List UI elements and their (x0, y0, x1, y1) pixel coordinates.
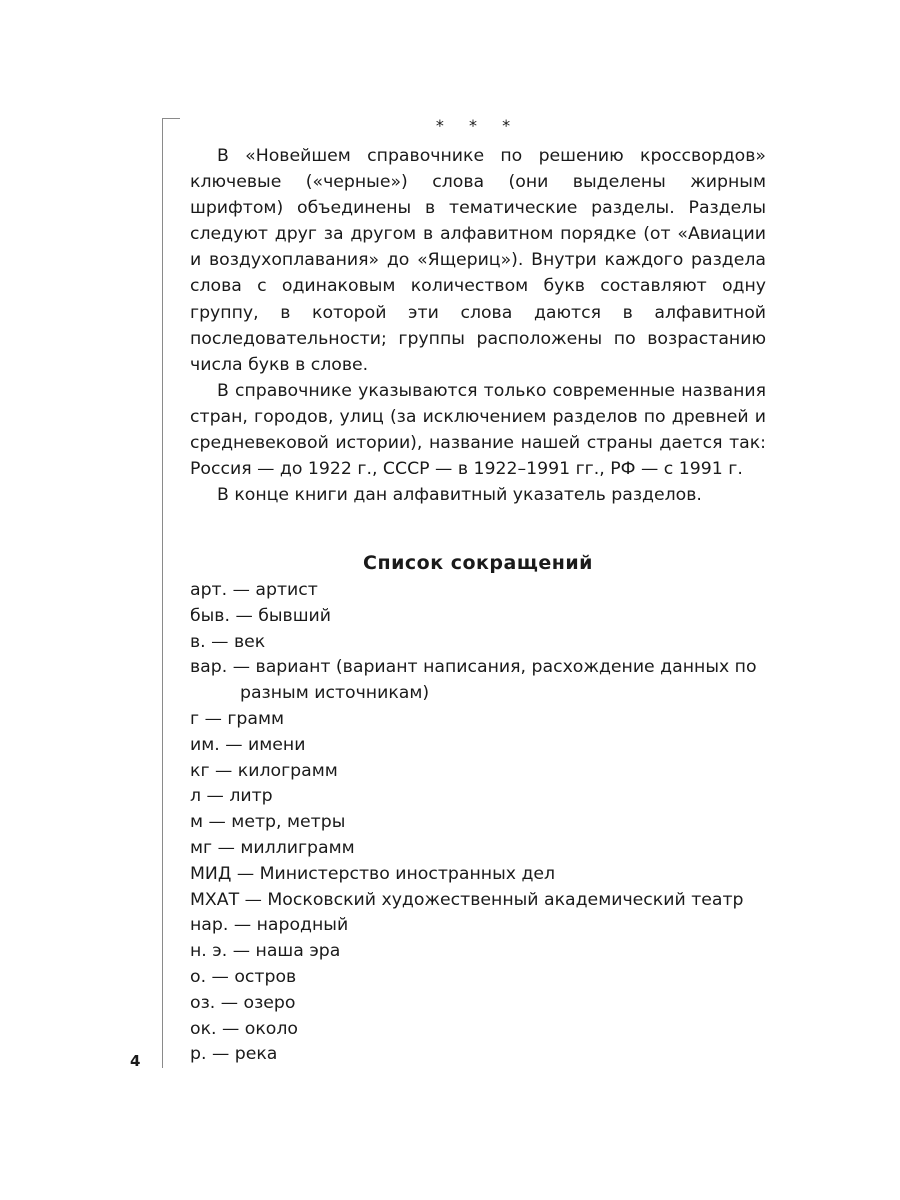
abbreviation-item: о. — остров (190, 966, 297, 987)
intro-paragraph: В «Новейшем справочнике по решению кроссвордов» ключевые («черные») слова (они выделены жирным шрифтом) объединены в тематические разделы. Разделы следуют друг за другом в алфавитном порядке (от «Авиации и воздухоплавания» до «Ящериц»). Внутри каждого раздела слова с одинаковым количеством букв составляют одну группу, в которой эти слова даются в алфавитной последовательности; группы расположены по возрастанию числа букв в слове. (190, 146, 766, 375)
abbreviation-item: МИД — Министерство иностранных дел (190, 863, 556, 884)
abbreviation-item: быв. — бывший (190, 605, 332, 626)
intro-paragraph: В конце книги дан алфавитный указатель разделов. (217, 485, 702, 506)
section-separator: * * * (435, 116, 521, 135)
abbreviations-list (190, 578, 770, 1068)
abbreviation-item: ок. — около (190, 1018, 298, 1039)
page-number: 4 (130, 1052, 141, 1070)
abbreviation-item: в. — век (190, 631, 266, 652)
abbreviation-item: нар. — народный (190, 915, 349, 936)
abbreviation-item: вар. — вариант (вариант написания, расхождение данных по разным источникам) (190, 657, 757, 704)
abbreviation-item: арт. — артист (190, 580, 318, 600)
margin-rule-tick (162, 118, 180, 119)
abbreviation-item: м — метр, метры (190, 812, 346, 833)
abbreviation-item: МХАТ — Московский художественный академический театр (190, 889, 744, 910)
abbreviation-item: л — литр (190, 786, 273, 807)
margin-rule (162, 118, 163, 1068)
intro-text (190, 143, 766, 508)
abbreviation-item: оз. — озеро (190, 992, 296, 1013)
abbreviation-item: им. — имени (190, 734, 306, 755)
abbreviation-item: н. э. — наша эра (190, 941, 341, 962)
intro-paragraph: В справочнике указываются только современные названия стран, городов, улиц (за исключением разделов по древней и средневековой истории), название нашей страны дается так: Россия — до 1922 г., СССР — в 1922–1991 гг., РФ — с 1991 г. (190, 380, 766, 480)
abbreviation-item: мг — миллиграмм (190, 837, 355, 858)
abbreviation-item: г — грамм (190, 708, 285, 729)
abbreviation-item: р. — река (190, 1044, 278, 1065)
abbreviation-item: кг — килограмм (190, 760, 338, 781)
abbreviations-title: Список сокращений (363, 552, 593, 574)
